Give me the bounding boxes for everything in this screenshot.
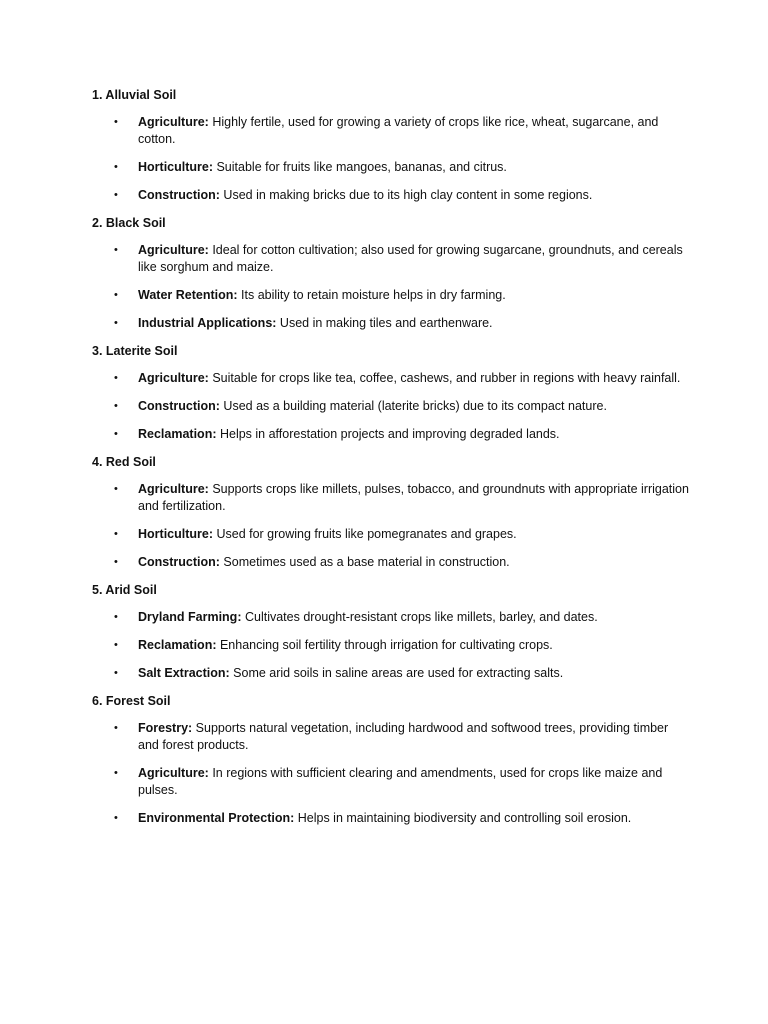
bullet-icon: • (114, 812, 118, 824)
item-term: Reclamation: (138, 638, 217, 652)
list-item (92, 637, 692, 654)
item-term: Salt Extraction: (138, 666, 230, 680)
section-black-soil (92, 215, 692, 332)
item-term: Horticulture: (138, 527, 213, 541)
list-item (92, 159, 692, 176)
bullet-icon: • (114, 611, 118, 623)
item-term: Water Retention: (138, 288, 238, 302)
list-item (92, 481, 692, 515)
bullet-list (92, 481, 692, 571)
bullet-icon: • (114, 639, 118, 651)
bullet-list (92, 114, 692, 204)
bullet-icon: • (114, 556, 118, 568)
item-text: Its ability to retain moisture helps in dry farming. (237, 288, 506, 302)
item-term: Dryland Farming: (138, 610, 242, 624)
item-term: Environmental Protection: (138, 811, 295, 825)
list-item (92, 810, 692, 827)
item-term: Agriculture: (138, 371, 209, 385)
bullet-icon: • (114, 372, 118, 384)
section-heading: 2. Black Soil (92, 216, 166, 230)
item-text: In regions with sufficient clearing and amendments, used for crops like maize and pulses. (138, 766, 663, 797)
item-text: Suitable for fruits like mangoes, bananas, and citrus. (213, 160, 507, 174)
item-term: Forestry: (138, 721, 193, 735)
list-item (92, 114, 692, 148)
list-item (92, 765, 692, 799)
list-item (92, 609, 692, 626)
item-text: Suitable for crops like tea, coffee, cashews, and rubber in regions with heavy rainfall. (208, 371, 681, 385)
section-heading: 3. Laterite Soil (92, 344, 178, 358)
bullet-icon: • (114, 161, 118, 173)
bullet-icon: • (114, 528, 118, 540)
item-text: Helps in afforestation projects and improving degraded lands. (216, 427, 560, 441)
section-red-soil (92, 454, 692, 571)
item-text: Supports natural vegetation, including hardwood and softwood trees, providing timber and forest products. (138, 721, 669, 752)
item-text: Used as a building material (laterite bricks) due to its compact nature. (219, 399, 607, 413)
bullet-list (92, 720, 692, 827)
bullet-icon: • (114, 289, 118, 301)
list-item (92, 370, 692, 387)
section-heading: 5. Arid Soil (92, 583, 157, 597)
document-body (92, 87, 692, 838)
item-term: Industrial Applications: (138, 316, 277, 330)
item-text: Used for growing fruits like pomegranates and grapes. (213, 527, 517, 541)
bullet-icon: • (114, 767, 118, 779)
list-item (92, 665, 692, 682)
item-term: Horticulture: (138, 160, 213, 174)
item-text: Sometimes used as a base material in construction. (219, 555, 510, 569)
bullet-icon: • (114, 189, 118, 201)
bullet-icon: • (114, 244, 118, 256)
item-text: Highly fertile, used for growing a variety of crops like rice, wheat, sugarcane, and cotton. (138, 115, 659, 146)
item-text: Some arid soils in saline areas are used for extracting salts. (229, 666, 564, 680)
item-text: Enhancing soil fertility through irrigation for cultivating crops. (216, 638, 553, 652)
bullet-icon: • (114, 722, 118, 734)
item-text: Ideal for cotton cultivation; also used for growing sugarcane, groundnuts, and cereals like sorghum and maize. (138, 243, 683, 274)
item-term: Construction: (138, 188, 220, 202)
section-heading: 6. Forest Soil (92, 694, 171, 708)
list-item (92, 187, 692, 204)
item-term: Construction: (138, 399, 220, 413)
bullet-list (92, 370, 692, 443)
section-forest-soil (92, 693, 692, 827)
bullet-icon: • (114, 667, 118, 679)
list-item (92, 720, 692, 754)
section-arid-soil (92, 582, 692, 682)
bullet-icon: • (114, 116, 118, 128)
bullet-icon: • (114, 400, 118, 412)
item-text: Used in making bricks due to its high clay content in some regions. (219, 188, 593, 202)
list-item (92, 287, 692, 304)
item-term: Agriculture: (138, 243, 209, 257)
section-heading: 4. Red Soil (92, 455, 156, 469)
list-item (92, 554, 692, 571)
list-item (92, 242, 692, 276)
list-item (92, 398, 692, 415)
item-term: Agriculture: (138, 482, 209, 496)
list-item (92, 315, 692, 332)
item-text: Helps in maintaining biodiversity and controlling soil erosion. (294, 811, 632, 825)
bullet-list (92, 242, 692, 332)
item-text: Used in making tiles and earthenware. (276, 316, 493, 330)
item-text: Supports crops like millets, pulses, tobacco, and groundnuts with appropriate irrigation and fertilization. (138, 482, 689, 513)
bullet-list (92, 609, 692, 682)
list-item (92, 426, 692, 443)
list-item (92, 526, 692, 543)
section-heading: 1. Alluvial Soil (92, 88, 177, 102)
bullet-icon: • (114, 317, 118, 329)
bullet-icon: • (114, 428, 118, 440)
item-text: Cultivates drought-resistant crops like millets, barley, and dates. (241, 610, 598, 624)
bullet-icon: • (114, 483, 118, 495)
item-term: Construction: (138, 555, 220, 569)
item-term: Agriculture: (138, 766, 209, 780)
section-laterite-soil (92, 343, 692, 443)
item-term: Reclamation: (138, 427, 217, 441)
item-term: Agriculture: (138, 115, 209, 129)
section-alluvial-soil (92, 87, 692, 204)
